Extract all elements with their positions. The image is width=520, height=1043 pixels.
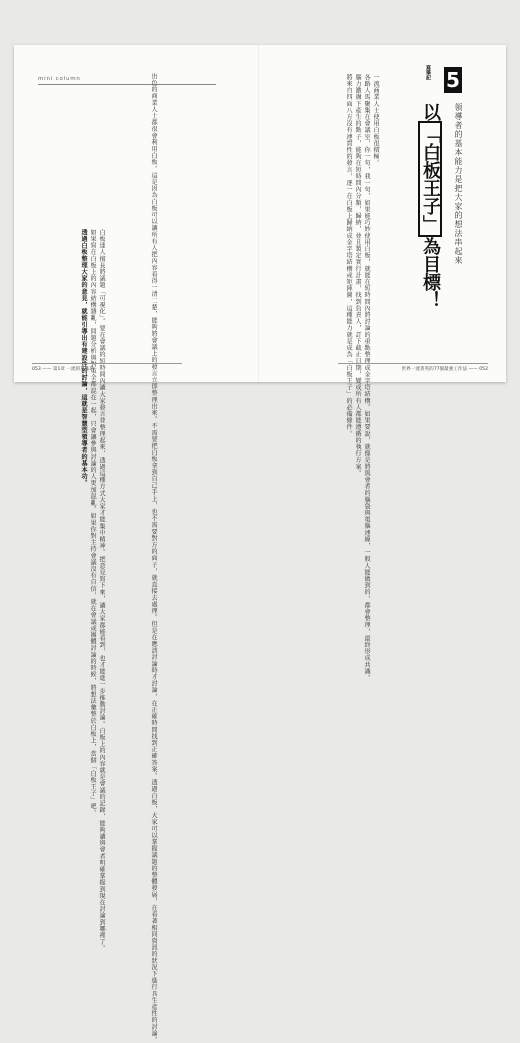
headline-suffix: 為目標！ [420,237,441,309]
page-gutter [258,45,259,382]
right-page-footer: 世界一流菁英的77個最強工作法 —— 052 [338,363,488,372]
mini-column-rule [38,84,216,85]
headline-highlight: 「白板王子」 [418,121,442,237]
section-number-strip [444,67,462,93]
chapter-headline [418,103,442,309]
right-paragraph-4: 將來自四面八方沒有連貫性的發言，逐一在白板上歸納成金字塔結構或矩陣圖，這種能力就是成為「白板王子」的必備條件。 [345,74,352,437]
headline-prefix: 以 [420,103,441,121]
book-spread [14,45,506,1043]
left-paragraph-d: 透過白板整理大家的意見，就能引導出有建設性的討論，這就是智慧型領導者的基本功。 [80,229,87,487]
chapter-subhead: 領導者的基本能力是把大家的想法串起來 [454,103,463,265]
section-kicker: 寫筆記 [425,65,431,80]
left-paragraph-a: 出色的商業人士都很會利用白板。這是因為白板可以讓所有人把內容看得一清二楚，能夠將會議上的發言立即整理出來。不需要把白板拿到自己手上，也不需要對方的面子，就直接去處理。但是在應該討論時才討論，在正確時間找到正確答案。透過白板，大家可以掌握議題的整體發展，在看著相同資訊的狀況下進行具生產性的討論。 [150,73,157,1043]
right-paragraph-1: 一流商業人士使用白板很積極。 [372,74,379,167]
left-body-lower [79,229,106,952]
left-paragraph-b: 白板達人擅長將議題「可視化」。要在會議的短時間內讓大家發言並整理起來，透過這種方式大家才能集中精神。把意見寫下來，讓大家都能看到，也才能進一步推動討論。白板上的內容就是會議的記錄，能夠讓與會者明確掌握到現在討論到哪裡了。 [98,229,105,952]
left-page-footer: 053 —— 第1章 一流的基本功 [32,363,182,372]
right-body [344,74,380,682]
right-paragraph-2: 各路人馬聚集在會議室，你一句，我一句，如果能巧妙使用白板，就能在短時間內將討論的重點整理成金字塔結構。如果要說，就像是將與會者的腦袋與電腦連線，一般人能做到的，都會整理，最終形成共識。 [363,74,370,682]
section-number-badge: 5 [444,67,462,93]
left-paragraph-c: 如果寫在白板上的內容結構雜亂，問題分析與對策全都混在一起，只會讓參與討論的人更加混亂。如果你對主持會議沒有自信，就在會議或團體討論的時候，將想法彙整於白板上，當個「白板王子」吧。 [89,229,96,817]
mini-column-label: mini column [38,76,81,82]
left-body-upper [149,73,158,1043]
right-paragraph-3: 腦力激盪下產生的點子，能夠在短時間內分類，歸納，並且製定實行計畫，找到負責人，訂下截止日期，變成所有人都能遵循的執行方案。 [354,74,361,477]
